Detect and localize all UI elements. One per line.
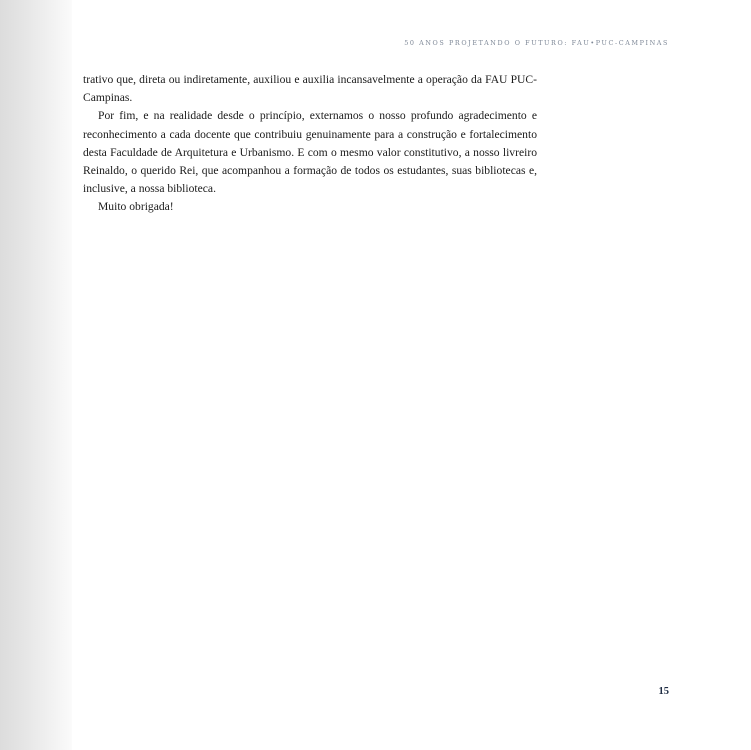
page-gutter-shadow	[0, 0, 72, 750]
paragraph-acknowledgement: Por fim, e na realidade desde o princípio, externamos o nosso profundo agradecimento e reconhecimento a cada docente que contribuiu genuinamente para a construção e fortalecimento desta Faculdade de Arquitetura e Urbanismo. E com o mesmo valor constitutivo, a nosso livreiro Reinaldo, o querido Rei, que acompanhou a formação de todos os estudantes, suas bibliotecas e, inclusive, a nossa biblioteca.	[83, 109, 537, 196]
paragraph-closing: Muito obrigada!	[98, 200, 174, 214]
running-header: 50 ANOS PROJETANDO O FUTURO: FAU•PUC-CAMPINAS	[404, 39, 669, 47]
body-text	[83, 71, 537, 217]
page-number: 15	[658, 686, 669, 697]
paragraph-continuation: trativo que, direta ou indiretamente, auxiliou e auxilia incansavelmente a operação da FAU PUC-Campinas.	[83, 73, 537, 105]
